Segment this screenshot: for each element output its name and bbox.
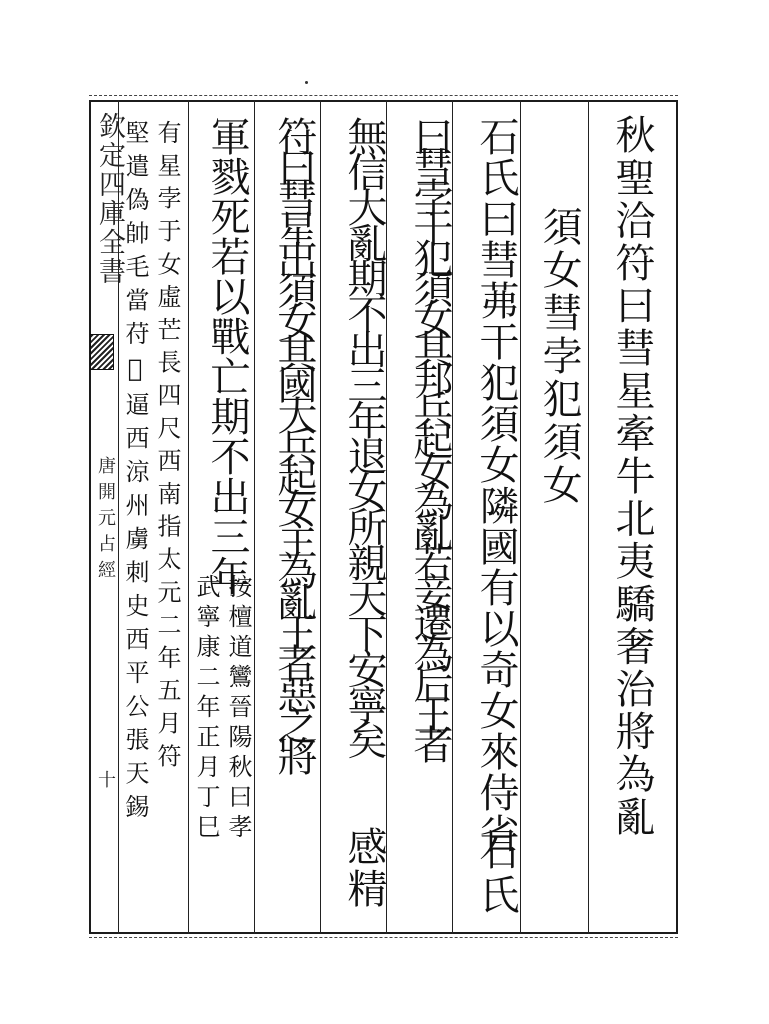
text-column-4: 曰彗孛干犯須女其邦兵起女為亂若妾遷為后王者: [407, 116, 453, 755]
bottom-dashed-rule: [89, 937, 678, 938]
ink-speck: [305, 81, 308, 84]
text-column-5: 無信大亂期不出三年退女所親天下安寧矣: [341, 116, 387, 755]
margin-page-number: 十: [95, 770, 116, 788]
note-column-2: 有星孛于女虛芒長四尺西南指太元二年五月符: [153, 120, 181, 776]
column-rule: [254, 100, 255, 934]
top-dashed-rule: [89, 95, 678, 96]
note-column-1a: 按檀道鸞晉陽秋曰孝: [224, 574, 252, 844]
note-column-3: 堅遣偽帥毛當苻𥚁逼西涼州虜刺史西平公張天錫: [121, 120, 149, 828]
fishtail-ornament: [90, 334, 114, 370]
column-rule: [588, 100, 589, 934]
column-rule: [188, 100, 189, 934]
text-column-5-tail: 感精: [341, 826, 387, 910]
margin-book-title: 欽定四庫全書: [94, 112, 125, 286]
column-rule: [320, 100, 321, 934]
text-column-2: 須女彗孛犯須女: [536, 206, 582, 507]
text-column-1: 秋聖洽符曰彗星牽牛北夷驕奢治將為亂: [609, 114, 655, 839]
text-column-6: 符曰彗星出須女其國大兵起女主為亂王者惡之將: [271, 116, 317, 767]
margin-book-name: 唐開元占經: [95, 456, 116, 586]
note-column-1b: 武寧康二年正月丁巳: [192, 574, 220, 844]
text-column-3: 石氏曰彗茀干犯須女隣國有以奇女來侍省: [473, 116, 519, 854]
column-rule: [520, 100, 521, 934]
text-column-7: 軍戮死若以戰亡期不出三年: [204, 116, 250, 596]
text-column-3-tail: 石氏: [473, 830, 519, 918]
